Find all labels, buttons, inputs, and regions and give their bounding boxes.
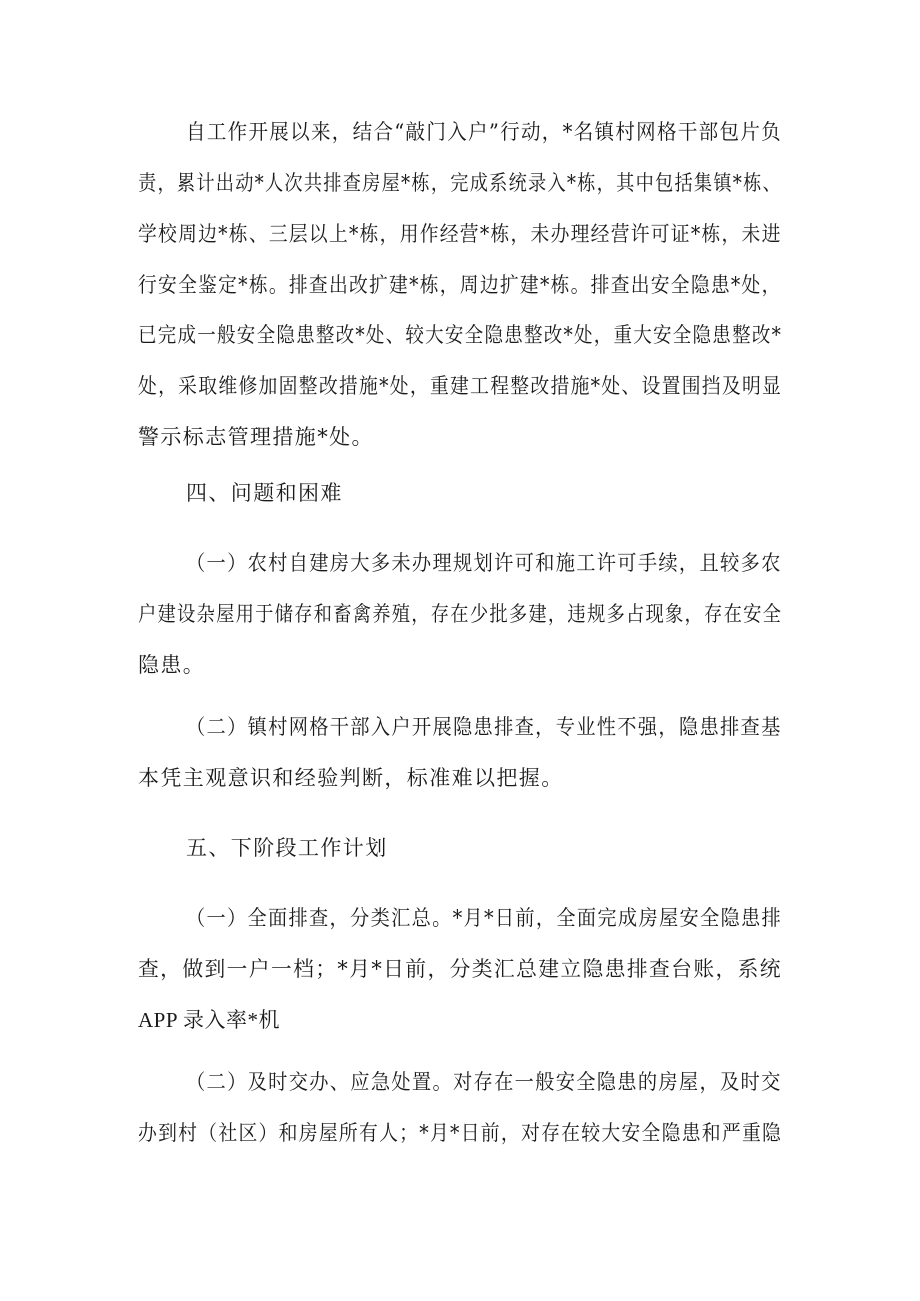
text-line: 查，做到一户一档；*月*日前，分类汇总建立隐患排查台账，系统 (138, 957, 782, 981)
text-line: 行安全鉴定*栋。排查出改扩建*栋，周边扩建*栋。排查出安全隐患*处， (138, 273, 782, 297)
section-heading-next-plan: 五、下阶段工作计划 (186, 836, 388, 860)
text-line: APP 录入率*机 (138, 1008, 280, 1032)
text-line: （一）农村自建房大多未办理规划许可和施工许可手续，且较多农 (186, 551, 782, 575)
text-line: 学校周边*栋、三层以上*栋，用作经营*栋，未办理经营许可证*栋，未进 (138, 222, 782, 246)
text-line: 处，采取维修加固整改措施*处，重建工程整改措施*处、设置围挡及明显 (138, 374, 783, 398)
text-line: （二）镇村网格干部入户开展隐患排查，专业性不强，隐患排查基 (186, 715, 782, 739)
text-line: 隐患。 (138, 653, 206, 677)
section-heading-problems: 四、问题和困难 (186, 481, 343, 505)
text-line: 责，累计出动*人次共排查房屋*栋，完成系统录入*栋，其中包括集镇*栋、 (138, 171, 782, 195)
text-line: （二）及时交办、应急处置。对存在一般安全隐患的房屋，及时交 (186, 1070, 782, 1094)
text-line: 本凭主观意识和经验判断，标准难以把握。 (138, 766, 564, 790)
text-line: 户建设杂屋用于储存和畜禽养殖，存在少批多建，违规多占现象，存在安全 (138, 602, 783, 626)
text-line: 自工作开展以来，结合“敲门入户”行动，*名镇村网格干部包片负 (186, 120, 782, 144)
text-line: 办到村（社区）和房屋所有人；*月*日前，对存在较大安全隐患和严重隐 (138, 1121, 783, 1145)
text-line: 已完成一般安全隐患整改*处、较大安全隐患整改*处，重大安全隐患整改* (138, 323, 783, 347)
text-line: （一）全面排查，分类汇总。*月*日前，全面完成房屋安全隐患排 (186, 906, 782, 930)
text-line: 警示标志管理措施*处。 (138, 425, 374, 449)
